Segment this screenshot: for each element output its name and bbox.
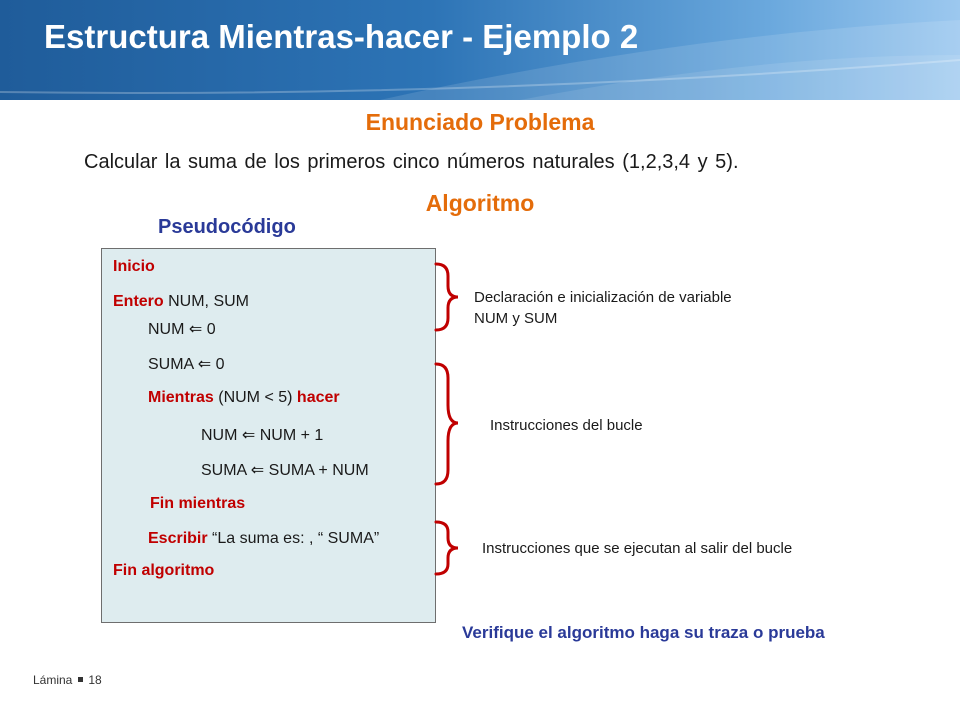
code-num-init: NUM ⇐ 0: [148, 321, 216, 338]
problem-heading: Enunciado Problema: [365, 109, 595, 135]
curly-brace-icon: [436, 522, 458, 574]
note-declaration: [474, 287, 732, 329]
code-mientras-condition: (NUM < 5): [213, 389, 297, 406]
code-escribir-text: “La suma es: , “ SUMA”: [207, 530, 380, 547]
code-suma-accumulate: SUMA ⇐ SUMA + NUM: [201, 462, 369, 479]
footer-label: Lámina: [33, 673, 73, 687]
code-num-increment: NUM ⇐ NUM + 1: [201, 427, 324, 444]
code-fin-algoritmo: Fin algoritmo: [113, 562, 215, 579]
note-declaration-line1: Declaración e inicialización de variable: [474, 289, 732, 306]
problem-statement: Calcular la suma de los primeros cinco números naturales (1,2,3,4 y 5).: [84, 151, 739, 173]
curly-brace-icon: [436, 264, 458, 330]
note-after-loop: Instrucciones que se ejecutan al salir del bucle: [482, 540, 793, 557]
code-suma-init: SUMA ⇐ 0: [148, 356, 225, 373]
code-inicio: Inicio: [113, 258, 155, 275]
slide-title: Estructura Mientras-hacer - Ejemplo 2: [44, 18, 639, 55]
note-declaration-line2: NUM y SUM: [474, 310, 558, 327]
code-mientras-keyword: Mientras: [148, 389, 214, 406]
footer-bullet-icon: [78, 677, 83, 682]
code-entero-vars: NUM, SUM: [163, 293, 249, 310]
code-escribir-keyword: Escribir: [148, 530, 208, 547]
curly-brace-icon: [436, 364, 458, 484]
code-hacer-keyword: hacer: [296, 389, 340, 406]
verify-instruction: Verifique el algoritmo haga su traza o prueba: [462, 623, 825, 642]
pseudocode-label: Pseudocódigo: [158, 216, 296, 238]
code-entero-keyword: Entero: [113, 293, 164, 310]
slide-footer: [33, 673, 102, 687]
algorithm-heading: Algoritmo: [425, 190, 535, 216]
note-loop: Instrucciones del bucle: [490, 417, 643, 434]
code-fin-mientras: Fin mientras: [150, 495, 246, 512]
footer-page-number: 18: [88, 673, 102, 687]
